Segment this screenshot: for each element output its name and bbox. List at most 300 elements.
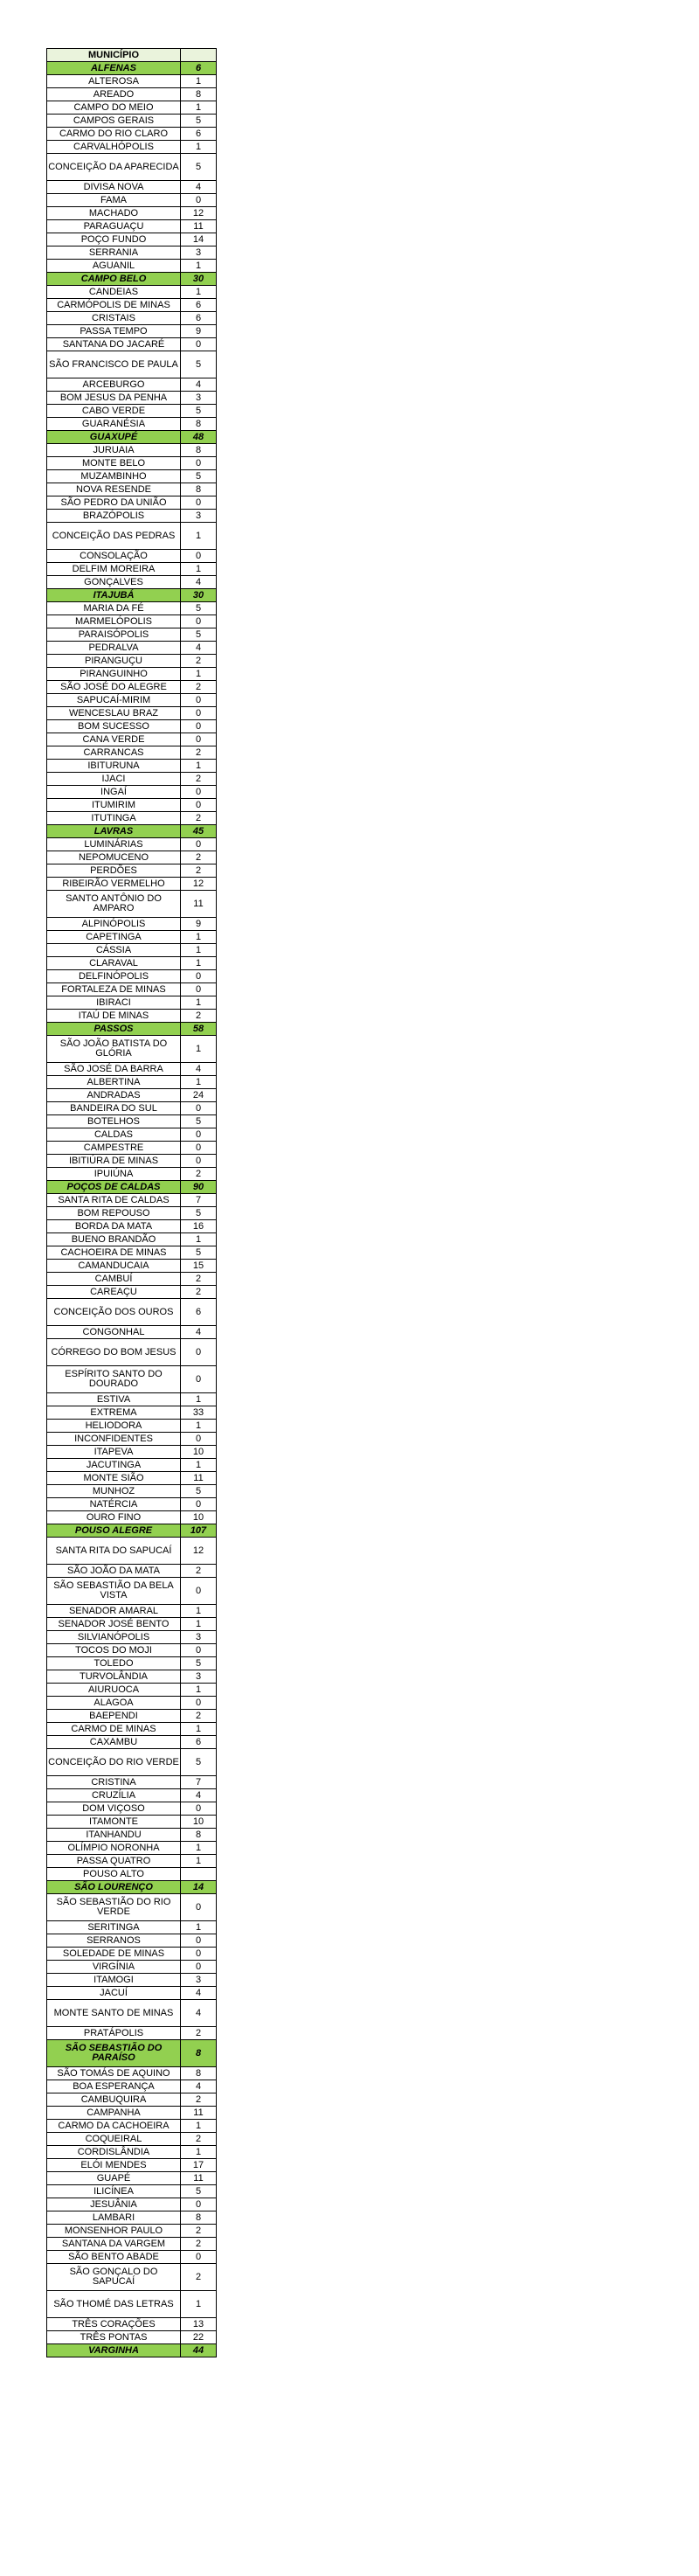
municipio-count: 1 [181, 2146, 217, 2159]
table-row [47, 523, 217, 550]
table-row [47, 1974, 217, 1987]
table-row [47, 2067, 217, 2080]
table-row [47, 1961, 217, 1974]
municipio-name: NEPOMUCENO [47, 851, 181, 864]
municipio-count: 2 [181, 851, 217, 864]
municipio-name: SÃO JOÃO DA MATA [47, 1565, 181, 1578]
municipio-count: 2 [181, 1010, 217, 1023]
municipio-count: 0 [181, 550, 217, 563]
municipio-count: 9 [181, 325, 217, 338]
municipio-name: ITUTINGA [47, 812, 181, 825]
municipio-count: 0 [181, 2198, 217, 2211]
table-row [47, 2211, 217, 2225]
municipio-name: CONCEIÇÃO DA APARECIDA [47, 154, 181, 181]
municipio-count: 1 [181, 668, 217, 681]
municipio-name: ITAPEVA [47, 1446, 181, 1459]
municipio-count: 1 [181, 1076, 217, 1089]
table-row [47, 760, 217, 773]
municipio-count: 8 [181, 444, 217, 457]
municipio-name: BAEPENDI [47, 1710, 181, 1723]
municipio-name: SAPUCAÍ-MIRIM [47, 694, 181, 707]
table-row [47, 864, 217, 878]
municipio-name: TRÊS CORAÇÕES [47, 2318, 181, 2331]
municipio-name: NOVA RESENDE [47, 483, 181, 496]
municipio-count: 12 [181, 878, 217, 891]
municipio-count: 11 [181, 891, 217, 918]
table-row [47, 154, 217, 181]
municipio-name: MARIA DA FÉ [47, 602, 181, 615]
table-row [47, 1194, 217, 1207]
municipio-name: COQUEIRAL [47, 2133, 181, 2146]
municipio-count: 22 [181, 2331, 217, 2344]
municipio-name: NATÉRCIA [47, 1498, 181, 1511]
table-row [47, 378, 217, 392]
table-row [47, 483, 217, 496]
table-row [47, 996, 217, 1010]
table-row [47, 325, 217, 338]
region-count: 6 [181, 62, 217, 75]
region-name: CAMPO BELO [47, 273, 181, 286]
municipio-count: 1 [181, 260, 217, 273]
municipio-name: LAMBARI [47, 2211, 181, 2225]
municipio-count: 14 [181, 233, 217, 246]
table-row [47, 1220, 217, 1233]
municipio-count: 5 [181, 628, 217, 642]
municipio-count: 2 [181, 2238, 217, 2251]
municipio-name: JACUÍ [47, 1987, 181, 2000]
municipio-count: 33 [181, 1406, 217, 1420]
table-row [47, 2120, 217, 2133]
table-row [47, 746, 217, 760]
region-count: 90 [181, 1181, 217, 1194]
municipio-count: 0 [181, 799, 217, 812]
municipio-name: GUARANÉSIA [47, 418, 181, 431]
municipio-count: 1 [181, 286, 217, 299]
table-row [47, 1710, 217, 1723]
municipio-name: POUSO ALTO [47, 1868, 181, 1881]
table-row [47, 2133, 217, 2146]
municipio-name: ANDRADAS [47, 1089, 181, 1102]
municipio-name: SANTA RITA DE CALDAS [47, 1194, 181, 1207]
table-row [47, 1618, 217, 1631]
municipio-name: DIVISA NOVA [47, 181, 181, 194]
municipio-count: 2 [181, 681, 217, 694]
municipio-name: SÃO TOMÁS DE AQUINO [47, 2067, 181, 2080]
municipio-count: 4 [181, 2080, 217, 2093]
municipio-name: INCONFIDENTES [47, 1433, 181, 1446]
municipio-name: SÃO GONÇALO DO SAPUCAÍ [47, 2264, 181, 2291]
municipio-name: SERRANIA [47, 246, 181, 260]
table-row [47, 1142, 217, 1155]
municipio-count: 1 [181, 1459, 217, 1472]
region-count: 14 [181, 1881, 217, 1894]
table-row [47, 1868, 217, 1881]
municipio-name: SERRANOS [47, 1934, 181, 1948]
region-count: 30 [181, 589, 217, 602]
region-row [47, 1881, 217, 1894]
municipio-count: 2 [181, 655, 217, 668]
municipio-count: 0 [181, 457, 217, 470]
municipio-name: JURUAIA [47, 444, 181, 457]
table-row [47, 668, 217, 681]
municipio-name: TRÊS PONTAS [47, 2331, 181, 2344]
municipio-count: 4 [181, 1987, 217, 2000]
municipio-name: SERITINGA [47, 1921, 181, 1934]
municipio-count: 10 [181, 1511, 217, 1524]
municipio-name: CAMPOS GERAIS [47, 115, 181, 128]
region-row [47, 2344, 217, 2357]
table-row [47, 405, 217, 418]
region-name: SÃO LOURENÇO [47, 1881, 181, 1894]
region-count: 8 [181, 2040, 217, 2067]
municipio-name: CARMO DO RIO CLARO [47, 128, 181, 141]
municipio-count: 5 [181, 1207, 217, 1220]
table-row [47, 931, 217, 944]
municipio-count: 0 [181, 786, 217, 799]
municipio-count: 5 [181, 351, 217, 378]
municipio-count: 1 [181, 2120, 217, 2133]
municipio-count: 0 [181, 1102, 217, 1115]
table-row [47, 1644, 217, 1657]
municipio-name: SENADOR AMARAL [47, 1605, 181, 1618]
table-row [47, 1631, 217, 1644]
table-row [47, 457, 217, 470]
municipio-name: IBITURUNA [47, 760, 181, 773]
table-row [47, 2107, 217, 2120]
municipio-name: CRUZÍLIA [47, 1789, 181, 1802]
table-row [47, 2331, 217, 2344]
municipio-name: CONCEIÇÃO DAS PEDRAS [47, 523, 181, 550]
municipio-name: DELFINÓPOLIS [47, 970, 181, 983]
municipio-name: BOM REPOUSO [47, 1207, 181, 1220]
municipio-name: CRISTINA [47, 1776, 181, 1789]
municipio-count: 6 [181, 312, 217, 325]
municipio-count: 0 [181, 1802, 217, 1816]
municipio-count: 1 [181, 2291, 217, 2318]
municipio-count: 6 [181, 1736, 217, 1749]
municipio-count: 1 [181, 1723, 217, 1736]
municipio-name: BOM JESUS DA PENHA [47, 392, 181, 405]
municipio-name: IJACI [47, 773, 181, 786]
table-row [47, 1433, 217, 1446]
municipio-count: 8 [181, 2067, 217, 2080]
table-row [47, 1605, 217, 1618]
municipio-name: TURVOLÂNDIA [47, 1670, 181, 1684]
table-row [47, 891, 217, 918]
municipio-name: TOLEDO [47, 1657, 181, 1670]
municipio-count: 0 [181, 1433, 217, 1446]
table-row [47, 2291, 217, 2318]
municipio-count: 5 [181, 1749, 217, 1776]
table-row [47, 312, 217, 325]
municipio-name: CALDAS [47, 1128, 181, 1142]
municipio-count: 1 [181, 523, 217, 550]
table-row [47, 286, 217, 299]
municipio-count: 0 [181, 1498, 217, 1511]
table-row [47, 207, 217, 220]
municipio-count: 4 [181, 642, 217, 655]
table-row [47, 1855, 217, 1868]
municipio-count: 1 [181, 1233, 217, 1246]
table-row [47, 418, 217, 431]
table-row [47, 1894, 217, 1921]
table-row [47, 2000, 217, 2027]
table-row [47, 1299, 217, 1326]
table-row [47, 1233, 217, 1246]
municipio-name: BOA ESPERANÇA [47, 2080, 181, 2093]
municipio-name: MUZAMBINHO [47, 470, 181, 483]
table-row [47, 1089, 217, 1102]
table-row [47, 338, 217, 351]
municipio-count: 8 [181, 88, 217, 101]
municipio-count: 11 [181, 2107, 217, 2120]
table-row [47, 1036, 217, 1063]
table-row [47, 510, 217, 523]
table-row [47, 141, 217, 154]
municipio-count: 11 [181, 220, 217, 233]
municipio-count: 0 [181, 694, 217, 707]
table-row [47, 260, 217, 273]
table-row [47, 1670, 217, 1684]
municipio-name: PERDÕES [47, 864, 181, 878]
municipio-name: BRAZÓPOLIS [47, 510, 181, 523]
municipio-count: 10 [181, 1446, 217, 1459]
municipio-count: 2 [181, 1286, 217, 1299]
municipio-count: 1 [181, 1036, 217, 1063]
municipio-name: MONSENHOR PAULO [47, 2225, 181, 2238]
table-row [47, 2318, 217, 2331]
municipio-name: AREADO [47, 88, 181, 101]
municipio-name: POÇO FUNDO [47, 233, 181, 246]
table-row [47, 1749, 217, 1776]
table-row [47, 812, 217, 825]
region-row [47, 1023, 217, 1036]
municipio-count: 0 [181, 1961, 217, 1974]
table-row [47, 470, 217, 483]
table-row [47, 1273, 217, 1286]
municipio-name: ESTIVA [47, 1393, 181, 1406]
municipio-count: 1 [181, 1605, 217, 1618]
municipio-count: 1 [181, 75, 217, 88]
table-row [47, 220, 217, 233]
municipio-count: 2 [181, 2264, 217, 2291]
municipio-name: PRATÁPOLIS [47, 2027, 181, 2040]
table-row [47, 1010, 217, 1023]
table-row [47, 838, 217, 851]
municipio-name: CONCEIÇÃO DOS OUROS [47, 1299, 181, 1326]
municipio-name: GONÇALVES [47, 576, 181, 589]
municipio-count: 8 [181, 418, 217, 431]
municipio-count: 0 [181, 338, 217, 351]
table-row [47, 1102, 217, 1115]
municipio-name: CACHOEIRA DE MINAS [47, 1246, 181, 1260]
municipio-count: 1 [181, 1842, 217, 1855]
municipio-count: 4 [181, 1063, 217, 1076]
municipio-name: CANA VERDE [47, 733, 181, 746]
table-row [47, 115, 217, 128]
table-row [47, 1776, 217, 1789]
table-row [47, 2185, 217, 2198]
municipio-name: INGAÍ [47, 786, 181, 799]
municipio-count: 5 [181, 2185, 217, 2198]
table-row [47, 1802, 217, 1816]
table-row [47, 1246, 217, 1260]
municipio-name: CONGONHAL [47, 1326, 181, 1339]
table-row [47, 733, 217, 746]
municipio-name: OURO FINO [47, 1511, 181, 1524]
table-row [47, 786, 217, 799]
table-row [47, 615, 217, 628]
region-count: 48 [181, 431, 217, 444]
table-row [47, 563, 217, 576]
municipio-name: AGUANIL [47, 260, 181, 273]
municipio-name: HELIODORA [47, 1420, 181, 1433]
municipio-count: 3 [181, 1670, 217, 1684]
region-count: 58 [181, 1023, 217, 1036]
table-row [47, 2225, 217, 2238]
table-row [47, 2251, 217, 2264]
municipio-name: BOTELHOS [47, 1115, 181, 1128]
municipio-count: 17 [181, 2159, 217, 2172]
table-row [47, 392, 217, 405]
municipio-name: FAMA [47, 194, 181, 207]
region-count: 107 [181, 1524, 217, 1538]
municipio-count: 3 [181, 1631, 217, 1644]
region-name: SÃO SEBASTIÃO DO PARAÍSO [47, 2040, 181, 2067]
municipio-count: 6 [181, 128, 217, 141]
municipio-count: 4 [181, 378, 217, 392]
table-row [47, 773, 217, 786]
table-body [47, 49, 217, 2357]
municipio-name: CANDEIAS [47, 286, 181, 299]
table-row [47, 628, 217, 642]
municipio-count: 1 [181, 563, 217, 576]
table-row [47, 1829, 217, 1842]
table-row [47, 799, 217, 812]
municipio-name: ITANHANDU [47, 1829, 181, 1842]
municipio-name: BOM SUCESSO [47, 720, 181, 733]
table-row [47, 1934, 217, 1948]
municipio-count: 2 [181, 2027, 217, 2040]
table-row [47, 351, 217, 378]
municipio-count: 0 [181, 194, 217, 207]
municipio-name: PASSA TEMPO [47, 325, 181, 338]
municipio-count: 0 [181, 1697, 217, 1710]
municipio-count: 13 [181, 2318, 217, 2331]
municipio-count: 0 [181, 1339, 217, 1366]
municipio-count: 4 [181, 576, 217, 589]
municipio-name: ITAÚ DE MINAS [47, 1010, 181, 1023]
municipio-name: CAMBUQUIRA [47, 2093, 181, 2107]
table-row [47, 1128, 217, 1142]
table-row [47, 2238, 217, 2251]
municipio-count: 0 [181, 1894, 217, 1921]
municipio-name: BORDA DA MATA [47, 1220, 181, 1233]
municipio-count: 7 [181, 1194, 217, 1207]
municipio-count: 1 [181, 1420, 217, 1433]
table-row [47, 1565, 217, 1578]
municipio-name: MONTE BELO [47, 457, 181, 470]
table-row [47, 1406, 217, 1420]
municipio-count: 11 [181, 2172, 217, 2185]
municipio-count: 7 [181, 1776, 217, 1789]
municipio-count: 5 [181, 1485, 217, 1498]
municipio-count: 1 [181, 1393, 217, 1406]
table-row [47, 576, 217, 589]
table-row [47, 851, 217, 864]
table-row [47, 694, 217, 707]
municipio-name: FORTALEZA DE MINAS [47, 983, 181, 996]
municipio-name: CORDISLÂNDIA [47, 2146, 181, 2159]
municipio-name: PARAISÓPOLIS [47, 628, 181, 642]
municipio-count: 0 [181, 1934, 217, 1948]
municipio-count: 0 [181, 2251, 217, 2264]
municipio-name: PIRANGUÇU [47, 655, 181, 668]
municipio-name: CONSOLAÇÃO [47, 550, 181, 563]
municipio-count: 0 [181, 1644, 217, 1657]
table-row [47, 983, 217, 996]
municipio-count: 1 [181, 957, 217, 970]
table-row [47, 128, 217, 141]
municipio-name: CARVALHÓPOLIS [47, 141, 181, 154]
municipio-name: VIRGÍNIA [47, 1961, 181, 1974]
municipio-count: 4 [181, 2000, 217, 2027]
municipio-name: CAXAMBU [47, 1736, 181, 1749]
municipio-count: 0 [181, 1155, 217, 1168]
municipio-name: ALPINÓPOLIS [47, 918, 181, 931]
table-row [47, 1459, 217, 1472]
municipio-name: SANTO ANTÔNIO DO AMPARO [47, 891, 181, 918]
region-name: LAVRAS [47, 825, 181, 838]
municipio-count: 3 [181, 1974, 217, 1987]
region-name: ITAJUBÁ [47, 589, 181, 602]
municipio-name: CAMANDUCAIA [47, 1260, 181, 1273]
table-row [47, 1987, 217, 2000]
municipio-count: 0 [181, 1142, 217, 1155]
table-row [47, 1155, 217, 1168]
table-row [47, 2264, 217, 2291]
table-row [47, 1736, 217, 1749]
table-row [47, 1697, 217, 1710]
table-row [47, 75, 217, 88]
table-row [47, 2027, 217, 2040]
municipio-name: ESPÍRITO SANTO DO DOURADO [47, 1366, 181, 1393]
table-header-row [47, 49, 217, 62]
table-row [47, 1420, 217, 1433]
municipio-name: JESUÂNIA [47, 2198, 181, 2211]
municipio-name: SÃO PEDRO DA UNIÃO [47, 496, 181, 510]
table-row [47, 970, 217, 983]
municipio-count: 0 [181, 720, 217, 733]
table-row [47, 1485, 217, 1498]
table-row [47, 550, 217, 563]
municipio-name: ALTEROSA [47, 75, 181, 88]
municipio-count: 1 [181, 996, 217, 1010]
municipio-count: 0 [181, 970, 217, 983]
municipio-name: SÃO FRANCISCO DE PAULA [47, 351, 181, 378]
municipio-name: AIURUOCA [47, 1684, 181, 1697]
table-row [47, 1326, 217, 1339]
municipio-count: 1 [181, 1684, 217, 1697]
municipio-name: ILICÍNEA [47, 2185, 181, 2198]
municipio-name: CAMPANHA [47, 2107, 181, 2120]
municipio-count: 3 [181, 510, 217, 523]
table-row [47, 681, 217, 694]
table-row [47, 1063, 217, 1076]
municipio-name: TOCOS DO MOJI [47, 1644, 181, 1657]
municipio-name: ITAMONTE [47, 1816, 181, 1829]
municipio-count: 0 [181, 838, 217, 851]
